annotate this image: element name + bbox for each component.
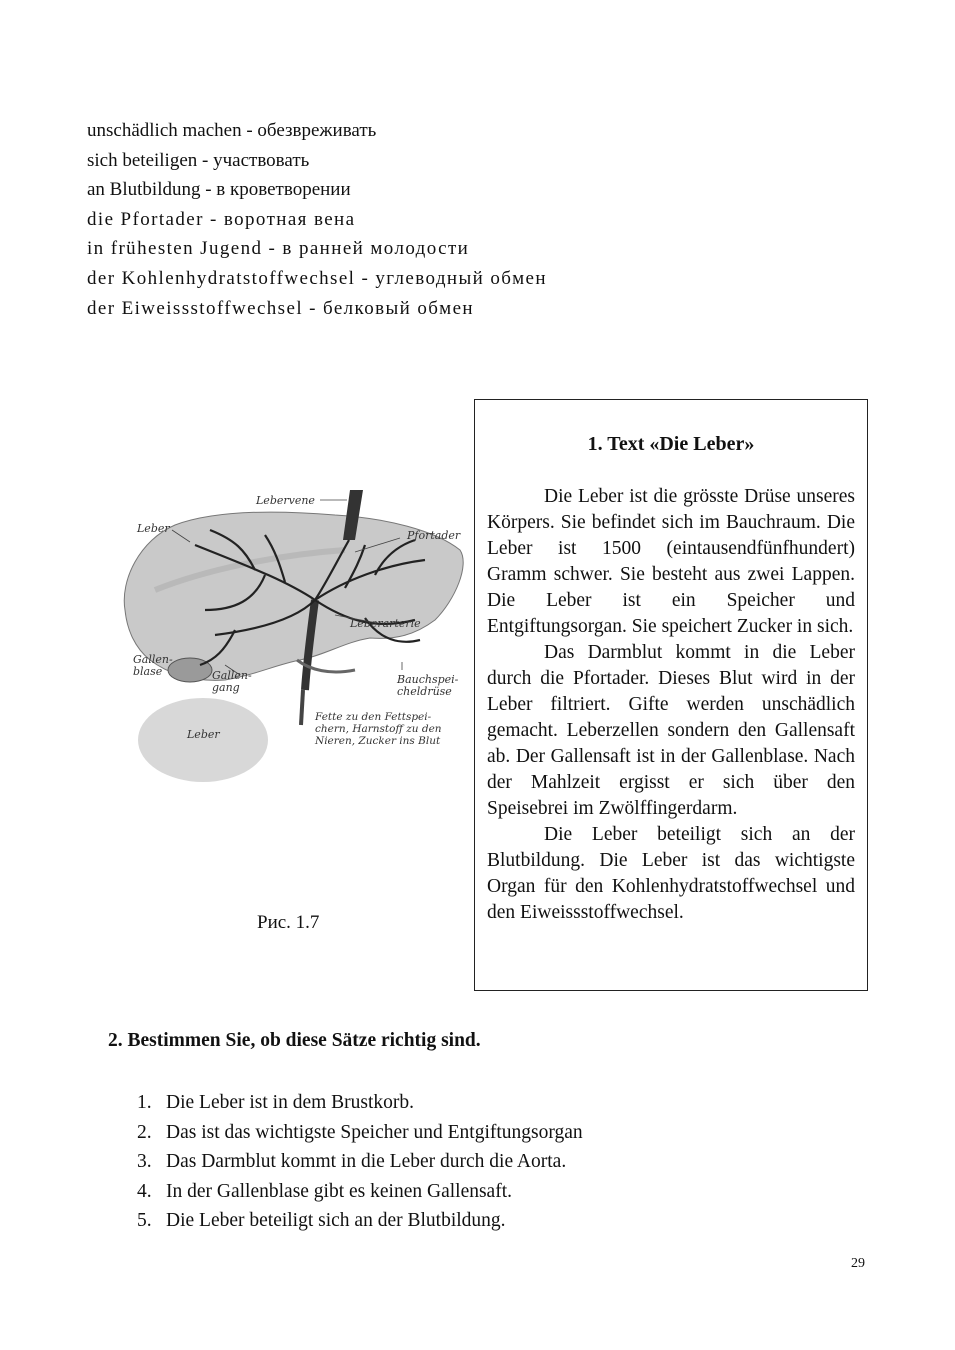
label-note-2: chern, Harnstoff zu den — [315, 723, 442, 735]
label-leber-bottom: Leber — [187, 728, 220, 741]
task-title: 2. Bestimmen Sie, ob diese Sätze richtig sind. — [108, 1030, 481, 1051]
label-pfortader: Pfortader — [407, 529, 461, 542]
item-number: 2. — [137, 1121, 152, 1143]
item-text: Die Leber ist in dem Brustkorb. — [166, 1092, 415, 1113]
label-bauchspeicheldruese-1: Bauchspei- — [397, 673, 459, 686]
vocab-line: an Blutbildung - в кроветворении — [87, 179, 351, 201]
text-body — [487, 484, 855, 926]
label-note-1: Fette zu den Fettspei- — [315, 711, 432, 723]
label-gallenblase-2: blase — [133, 665, 163, 678]
item-number: 4. — [137, 1180, 152, 1202]
label-lebervene: Lebervene — [256, 494, 315, 507]
page-number: 29 — [851, 1256, 865, 1271]
vocab-line: der Eiweissstoffwechsel - белковый обмен — [87, 297, 474, 319]
item-number: 1. — [137, 1092, 152, 1113]
text-title: 1. Text «Die Leber» — [587, 433, 755, 455]
text-paragraph: Die Leber ist die grösste Drüse unseres Körpers. Sie befindet sich im Bauchraum. Die Leber ist 1500 (eintausendfünfhundert) Gramm schwer. Sie besteht aus zwei Lappen. Die Leber ist ein Speicher und Entgiftungsorgan. Sie speichert Zucker in sich. — [487, 486, 855, 637]
gallbladder-shape — [168, 658, 212, 682]
task-list — [137, 1088, 583, 1236]
item-number: 5. — [137, 1210, 152, 1232]
vocab-line: unschädlich machen - обезвреживать — [87, 120, 377, 141]
vocab-line: die Pfortader - воротная вена — [87, 208, 356, 230]
label-note-3: Nieren, Zucker ins Blut — [315, 735, 441, 747]
item-text: In der Gallenblase gibt es keinen Gallensaft. — [166, 1180, 513, 1202]
item-number: 3. — [137, 1151, 152, 1173]
list-item — [137, 1147, 583, 1177]
label-gallengang-2: gang — [212, 681, 240, 694]
label-gallenblase-1: Gallen- — [133, 653, 173, 666]
label-leber-top: Leber — [137, 522, 170, 535]
vocab-line: der Kohlenhydratstoffwechsel - углеводный обмен — [87, 267, 547, 289]
item-text: Das Darmblut kommt in die Leber durch die Aorta. — [166, 1151, 567, 1173]
figure-caption: Рис. 1.7 — [257, 912, 320, 933]
text-paragraph: Das Darmblut kommt in die Leber durch die Pfortader. Dieses Blut wird in der Leber filtriert. Gifte werden unschädlich gemacht. Leberzellen sondern den Gallensaft ab. Der Gallensaft ist in der Gallenblase. Nach der Mahlzeit ergisst er sich über den Speisebrei im Zwölffingerdarm. — [487, 642, 855, 819]
item-text: Das ist das wichtigste Speicher und Entgiftungsorgan — [166, 1121, 583, 1143]
liver-illustration — [115, 470, 470, 790]
list-item — [137, 1177, 583, 1207]
list-item — [137, 1118, 583, 1148]
liver-diagram — [115, 470, 470, 790]
label-leberarterie: Leberarterie — [350, 617, 421, 630]
vocabulary-list — [87, 116, 547, 323]
label-gallengang-1: Gallen- — [212, 669, 252, 682]
reading-text-box — [474, 399, 868, 991]
text-paragraph: Die Leber beteiligt sich an der Blutbildung. Die Leber ist das wichtigste Organ für den Kohlenhydratstoffwechsel und den Eiweissstoffwechsel. — [487, 824, 855, 923]
vocab-line: in frühesten Jugend - в ранней молодости — [87, 238, 470, 260]
list-item — [137, 1088, 583, 1118]
vocab-line: sich beteiligen - участвовать — [87, 149, 310, 171]
list-item — [137, 1206, 583, 1236]
item-text: Die Leber beteiligt sich an der Blutbildung. — [166, 1210, 506, 1232]
label-bauchspeicheldruese-2: cheldrüse — [397, 685, 452, 698]
